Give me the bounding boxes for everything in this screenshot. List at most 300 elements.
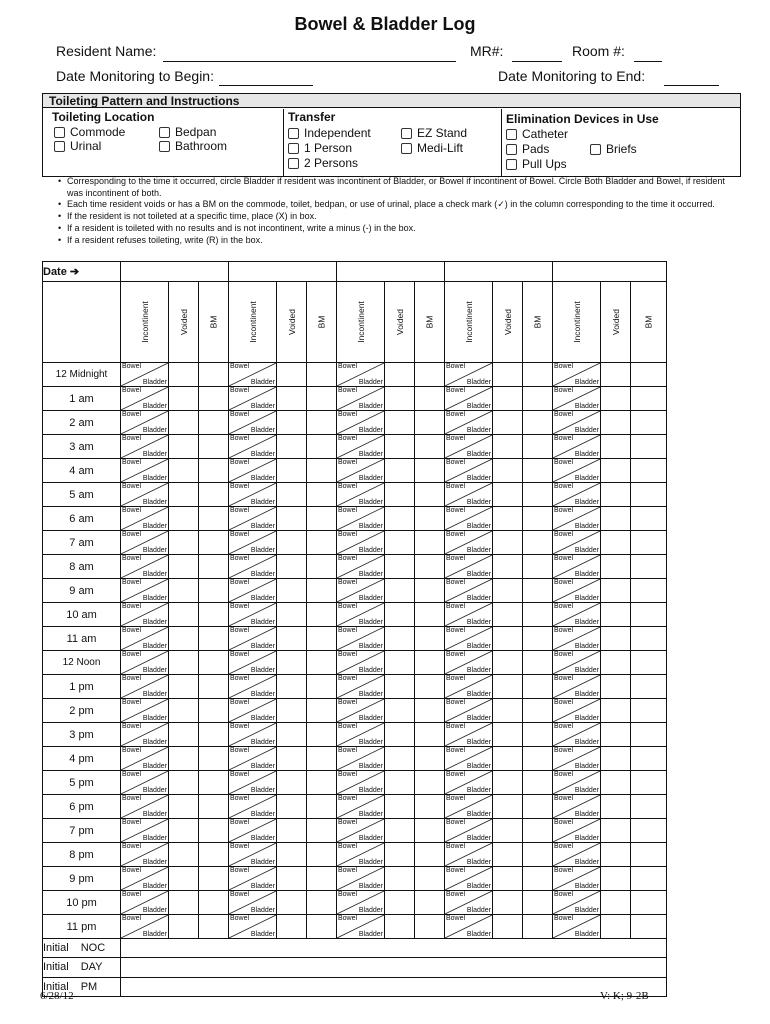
incontinent-cell[interactable] xyxy=(337,819,385,843)
bm-cell[interactable] xyxy=(631,819,667,843)
bm-cell[interactable] xyxy=(631,531,667,555)
voided-cell[interactable] xyxy=(601,771,631,795)
incontinent-cell[interactable] xyxy=(445,363,493,387)
bm-cell[interactable] xyxy=(307,915,337,939)
voided-cell[interactable] xyxy=(277,555,307,579)
bm-cell[interactable] xyxy=(199,771,229,795)
bm-cell[interactable] xyxy=(523,867,553,891)
incontinent-cell[interactable] xyxy=(121,579,169,603)
bm-cell[interactable] xyxy=(199,603,229,627)
voided-cell[interactable] xyxy=(385,651,415,675)
bm-cell[interactable] xyxy=(631,483,667,507)
bm-cell[interactable] xyxy=(307,507,337,531)
incontinent-cell[interactable] xyxy=(229,579,277,603)
incontinent-cell[interactable] xyxy=(445,675,493,699)
incontinent-cell[interactable] xyxy=(445,387,493,411)
bm-cell[interactable] xyxy=(199,723,229,747)
voided-cell[interactable] xyxy=(385,675,415,699)
bm-cell[interactable] xyxy=(307,603,337,627)
incontinent-cell[interactable] xyxy=(445,843,493,867)
bm-cell[interactable] xyxy=(199,483,229,507)
initial-field[interactable] xyxy=(121,958,667,977)
catheter-option[interactable]: Catheter xyxy=(506,127,568,141)
incontinent-cell[interactable] xyxy=(337,747,385,771)
bm-cell[interactable] xyxy=(631,459,667,483)
bm-cell[interactable] xyxy=(199,651,229,675)
voided-cell[interactable] xyxy=(385,411,415,435)
incontinent-cell[interactable] xyxy=(229,819,277,843)
date-field[interactable] xyxy=(229,262,337,282)
bm-cell[interactable] xyxy=(199,843,229,867)
incontinent-cell[interactable] xyxy=(445,891,493,915)
bm-cell[interactable] xyxy=(307,867,337,891)
voided-cell[interactable] xyxy=(493,459,523,483)
incontinent-cell[interactable] xyxy=(229,699,277,723)
bm-cell[interactable] xyxy=(523,627,553,651)
bm-cell[interactable] xyxy=(523,579,553,603)
voided-cell[interactable] xyxy=(601,699,631,723)
incontinent-cell[interactable] xyxy=(121,459,169,483)
bm-cell[interactable] xyxy=(199,675,229,699)
incontinent-cell[interactable] xyxy=(121,867,169,891)
bm-cell[interactable] xyxy=(631,915,667,939)
incontinent-cell[interactable] xyxy=(229,723,277,747)
incontinent-cell[interactable] xyxy=(121,843,169,867)
incontinent-cell[interactable] xyxy=(337,363,385,387)
incontinent-cell[interactable] xyxy=(121,819,169,843)
bm-cell[interactable] xyxy=(307,579,337,603)
voided-cell[interactable] xyxy=(493,387,523,411)
bm-cell[interactable] xyxy=(307,723,337,747)
bm-cell[interactable] xyxy=(415,411,445,435)
bm-cell[interactable] xyxy=(307,771,337,795)
bm-cell[interactable] xyxy=(523,387,553,411)
voided-cell[interactable] xyxy=(601,915,631,939)
incontinent-cell[interactable] xyxy=(121,603,169,627)
voided-cell[interactable] xyxy=(601,363,631,387)
bm-cell[interactable] xyxy=(631,387,667,411)
incontinent-cell[interactable] xyxy=(337,507,385,531)
voided-cell[interactable] xyxy=(385,555,415,579)
voided-cell[interactable] xyxy=(169,915,199,939)
voided-cell[interactable] xyxy=(601,435,631,459)
voided-cell[interactable] xyxy=(601,651,631,675)
voided-cell[interactable] xyxy=(385,723,415,747)
bm-cell[interactable] xyxy=(523,915,553,939)
incontinent-cell[interactable] xyxy=(121,891,169,915)
bm-cell[interactable] xyxy=(199,867,229,891)
bm-cell[interactable] xyxy=(415,651,445,675)
bm-cell[interactable] xyxy=(199,915,229,939)
incontinent-cell[interactable] xyxy=(121,747,169,771)
medi-lift-option[interactable]: Medi-Lift xyxy=(401,141,463,155)
bm-cell[interactable] xyxy=(631,579,667,603)
bm-cell[interactable] xyxy=(415,459,445,483)
bm-cell[interactable] xyxy=(307,435,337,459)
incontinent-cell[interactable] xyxy=(553,723,601,747)
room-field[interactable] xyxy=(634,61,662,62)
bm-cell[interactable] xyxy=(523,483,553,507)
incontinent-cell[interactable] xyxy=(553,675,601,699)
voided-cell[interactable] xyxy=(169,723,199,747)
bm-cell[interactable] xyxy=(631,603,667,627)
briefs-option[interactable]: Briefs xyxy=(590,142,637,156)
incontinent-cell[interactable] xyxy=(445,627,493,651)
bm-cell[interactable] xyxy=(199,435,229,459)
bm-cell[interactable] xyxy=(199,387,229,411)
voided-cell[interactable] xyxy=(277,579,307,603)
incontinent-cell[interactable] xyxy=(229,603,277,627)
voided-cell[interactable] xyxy=(169,819,199,843)
bm-cell[interactable] xyxy=(199,363,229,387)
ez-stand-option[interactable]: EZ Stand xyxy=(401,126,467,140)
voided-cell[interactable] xyxy=(385,507,415,531)
date-field[interactable] xyxy=(553,262,667,282)
bathroom-option[interactable]: Bathroom xyxy=(159,139,227,153)
incontinent-cell[interactable] xyxy=(229,915,277,939)
voided-cell[interactable] xyxy=(385,867,415,891)
bm-cell[interactable] xyxy=(415,627,445,651)
incontinent-cell[interactable] xyxy=(445,459,493,483)
bm-cell[interactable] xyxy=(415,747,445,771)
voided-cell[interactable] xyxy=(169,459,199,483)
voided-cell[interactable] xyxy=(169,483,199,507)
incontinent-cell[interactable] xyxy=(229,651,277,675)
incontinent-cell[interactable] xyxy=(553,483,601,507)
bm-cell[interactable] xyxy=(631,627,667,651)
bm-cell[interactable] xyxy=(523,891,553,915)
bm-cell[interactable] xyxy=(523,459,553,483)
voided-cell[interactable] xyxy=(601,531,631,555)
voided-cell[interactable] xyxy=(493,843,523,867)
voided-cell[interactable] xyxy=(277,387,307,411)
incontinent-cell[interactable] xyxy=(553,435,601,459)
bm-cell[interactable] xyxy=(523,555,553,579)
bm-cell[interactable] xyxy=(631,675,667,699)
bm-cell[interactable] xyxy=(199,891,229,915)
voided-cell[interactable] xyxy=(169,891,199,915)
pull-ups-option[interactable]: Pull Ups xyxy=(506,157,567,171)
incontinent-cell[interactable] xyxy=(445,915,493,939)
voided-cell[interactable] xyxy=(169,363,199,387)
incontinent-cell[interactable] xyxy=(337,771,385,795)
bm-cell[interactable] xyxy=(307,843,337,867)
voided-cell[interactable] xyxy=(277,363,307,387)
incontinent-cell[interactable] xyxy=(553,891,601,915)
bm-cell[interactable] xyxy=(523,747,553,771)
bm-cell[interactable] xyxy=(631,867,667,891)
bm-cell[interactable] xyxy=(307,387,337,411)
bm-cell[interactable] xyxy=(307,891,337,915)
incontinent-cell[interactable] xyxy=(445,531,493,555)
incontinent-cell[interactable] xyxy=(229,387,277,411)
bm-cell[interactable] xyxy=(415,483,445,507)
bm-cell[interactable] xyxy=(199,579,229,603)
voided-cell[interactable] xyxy=(493,579,523,603)
voided-cell[interactable] xyxy=(493,747,523,771)
voided-cell[interactable] xyxy=(277,627,307,651)
voided-cell[interactable] xyxy=(169,531,199,555)
voided-cell[interactable] xyxy=(601,387,631,411)
voided-cell[interactable] xyxy=(601,483,631,507)
voided-cell[interactable] xyxy=(385,915,415,939)
bm-cell[interactable] xyxy=(523,435,553,459)
resident-name-field[interactable] xyxy=(163,61,456,62)
incontinent-cell[interactable] xyxy=(121,507,169,531)
bm-cell[interactable] xyxy=(199,411,229,435)
incontinent-cell[interactable] xyxy=(121,675,169,699)
voided-cell[interactable] xyxy=(169,771,199,795)
voided-cell[interactable] xyxy=(169,627,199,651)
voided-cell[interactable] xyxy=(493,723,523,747)
voided-cell[interactable] xyxy=(385,531,415,555)
initial-field[interactable] xyxy=(121,939,667,958)
incontinent-cell[interactable] xyxy=(229,531,277,555)
incontinent-cell[interactable] xyxy=(337,411,385,435)
bm-cell[interactable] xyxy=(415,531,445,555)
bm-cell[interactable] xyxy=(199,747,229,771)
incontinent-cell[interactable] xyxy=(337,795,385,819)
incontinent-cell[interactable] xyxy=(337,675,385,699)
bm-cell[interactable] xyxy=(415,363,445,387)
bm-cell[interactable] xyxy=(631,699,667,723)
incontinent-cell[interactable] xyxy=(229,435,277,459)
bm-cell[interactable] xyxy=(307,531,337,555)
bm-cell[interactable] xyxy=(415,387,445,411)
bm-cell[interactable] xyxy=(523,411,553,435)
bm-cell[interactable] xyxy=(415,819,445,843)
incontinent-cell[interactable] xyxy=(337,627,385,651)
incontinent-cell[interactable] xyxy=(121,555,169,579)
incontinent-cell[interactable] xyxy=(553,603,601,627)
incontinent-cell[interactable] xyxy=(553,867,601,891)
commode-option[interactable]: Commode xyxy=(54,125,125,139)
voided-cell[interactable] xyxy=(601,819,631,843)
date-field[interactable] xyxy=(445,262,553,282)
date-begin-field[interactable] xyxy=(219,85,313,86)
incontinent-cell[interactable] xyxy=(121,483,169,507)
voided-cell[interactable] xyxy=(277,915,307,939)
voided-cell[interactable] xyxy=(277,699,307,723)
voided-cell[interactable] xyxy=(493,603,523,627)
voided-cell[interactable] xyxy=(169,843,199,867)
voided-cell[interactable] xyxy=(493,483,523,507)
incontinent-cell[interactable] xyxy=(553,771,601,795)
voided-cell[interactable] xyxy=(385,819,415,843)
incontinent-cell[interactable] xyxy=(337,723,385,747)
bm-cell[interactable] xyxy=(631,555,667,579)
bm-cell[interactable] xyxy=(523,651,553,675)
incontinent-cell[interactable] xyxy=(445,483,493,507)
voided-cell[interactable] xyxy=(493,627,523,651)
incontinent-cell[interactable] xyxy=(445,507,493,531)
voided-cell[interactable] xyxy=(601,867,631,891)
bm-cell[interactable] xyxy=(199,627,229,651)
voided-cell[interactable] xyxy=(169,675,199,699)
voided-cell[interactable] xyxy=(277,795,307,819)
bm-cell[interactable] xyxy=(631,363,667,387)
bm-cell[interactable] xyxy=(415,555,445,579)
bm-cell[interactable] xyxy=(199,819,229,843)
bm-cell[interactable] xyxy=(523,531,553,555)
voided-cell[interactable] xyxy=(385,363,415,387)
bm-cell[interactable] xyxy=(631,651,667,675)
bm-cell[interactable] xyxy=(415,843,445,867)
voided-cell[interactable] xyxy=(169,651,199,675)
bm-cell[interactable] xyxy=(415,603,445,627)
voided-cell[interactable] xyxy=(277,819,307,843)
voided-cell[interactable] xyxy=(493,363,523,387)
incontinent-cell[interactable] xyxy=(337,531,385,555)
incontinent-cell[interactable] xyxy=(337,603,385,627)
bm-cell[interactable] xyxy=(523,603,553,627)
voided-cell[interactable] xyxy=(277,867,307,891)
incontinent-cell[interactable] xyxy=(553,795,601,819)
voided-cell[interactable] xyxy=(493,819,523,843)
bm-cell[interactable] xyxy=(199,795,229,819)
voided-cell[interactable] xyxy=(277,891,307,915)
voided-cell[interactable] xyxy=(277,459,307,483)
incontinent-cell[interactable] xyxy=(121,531,169,555)
bm-cell[interactable] xyxy=(523,363,553,387)
incontinent-cell[interactable] xyxy=(337,387,385,411)
voided-cell[interactable] xyxy=(277,651,307,675)
independent-option[interactable]: Independent xyxy=(288,126,371,140)
bm-cell[interactable] xyxy=(523,771,553,795)
voided-cell[interactable] xyxy=(277,531,307,555)
voided-cell[interactable] xyxy=(169,603,199,627)
urinal-option[interactable]: Urinal xyxy=(54,139,101,153)
voided-cell[interactable] xyxy=(601,459,631,483)
bm-cell[interactable] xyxy=(523,819,553,843)
voided-cell[interactable] xyxy=(601,507,631,531)
incontinent-cell[interactable] xyxy=(229,363,277,387)
voided-cell[interactable] xyxy=(601,843,631,867)
voided-cell[interactable] xyxy=(169,867,199,891)
voided-cell[interactable] xyxy=(277,771,307,795)
voided-cell[interactable] xyxy=(277,435,307,459)
voided-cell[interactable] xyxy=(277,747,307,771)
incontinent-cell[interactable] xyxy=(553,651,601,675)
date-field[interactable] xyxy=(121,262,229,282)
incontinent-cell[interactable] xyxy=(229,555,277,579)
bm-cell[interactable] xyxy=(523,699,553,723)
incontinent-cell[interactable] xyxy=(229,507,277,531)
voided-cell[interactable] xyxy=(277,675,307,699)
voided-cell[interactable] xyxy=(277,483,307,507)
voided-cell[interactable] xyxy=(601,555,631,579)
voided-cell[interactable] xyxy=(601,795,631,819)
incontinent-cell[interactable] xyxy=(337,891,385,915)
voided-cell[interactable] xyxy=(601,891,631,915)
bm-cell[interactable] xyxy=(307,483,337,507)
incontinent-cell[interactable] xyxy=(121,627,169,651)
incontinent-cell[interactable] xyxy=(121,363,169,387)
incontinent-cell[interactable] xyxy=(553,627,601,651)
date-field[interactable] xyxy=(337,262,445,282)
voided-cell[interactable] xyxy=(493,651,523,675)
incontinent-cell[interactable] xyxy=(337,915,385,939)
bm-cell[interactable] xyxy=(415,723,445,747)
voided-cell[interactable] xyxy=(277,411,307,435)
incontinent-cell[interactable] xyxy=(229,411,277,435)
bm-cell[interactable] xyxy=(523,795,553,819)
incontinent-cell[interactable] xyxy=(229,867,277,891)
bm-cell[interactable] xyxy=(199,555,229,579)
bm-cell[interactable] xyxy=(631,795,667,819)
incontinent-cell[interactable] xyxy=(553,699,601,723)
incontinent-cell[interactable] xyxy=(121,651,169,675)
bm-cell[interactable] xyxy=(415,699,445,723)
voided-cell[interactable] xyxy=(169,507,199,531)
incontinent-cell[interactable] xyxy=(229,795,277,819)
bm-cell[interactable] xyxy=(415,579,445,603)
incontinent-cell[interactable] xyxy=(445,699,493,723)
bm-cell[interactable] xyxy=(415,915,445,939)
bm-cell[interactable] xyxy=(415,795,445,819)
voided-cell[interactable] xyxy=(385,627,415,651)
two-persons-option[interactable]: 2 Persons xyxy=(288,156,358,170)
incontinent-cell[interactable] xyxy=(445,651,493,675)
voided-cell[interactable] xyxy=(493,531,523,555)
incontinent-cell[interactable] xyxy=(553,531,601,555)
incontinent-cell[interactable] xyxy=(553,387,601,411)
incontinent-cell[interactable] xyxy=(445,555,493,579)
voided-cell[interactable] xyxy=(169,435,199,459)
voided-cell[interactable] xyxy=(277,843,307,867)
bm-cell[interactable] xyxy=(199,699,229,723)
bm-cell[interactable] xyxy=(307,819,337,843)
voided-cell[interactable] xyxy=(169,387,199,411)
incontinent-cell[interactable] xyxy=(553,555,601,579)
bm-cell[interactable] xyxy=(631,891,667,915)
incontinent-cell[interactable] xyxy=(445,579,493,603)
incontinent-cell[interactable] xyxy=(445,747,493,771)
voided-cell[interactable] xyxy=(493,675,523,699)
voided-cell[interactable] xyxy=(601,603,631,627)
incontinent-cell[interactable] xyxy=(553,915,601,939)
voided-cell[interactable] xyxy=(385,747,415,771)
voided-cell[interactable] xyxy=(601,627,631,651)
voided-cell[interactable] xyxy=(601,723,631,747)
incontinent-cell[interactable] xyxy=(121,771,169,795)
bm-cell[interactable] xyxy=(307,747,337,771)
bm-cell[interactable] xyxy=(199,531,229,555)
bm-cell[interactable] xyxy=(631,723,667,747)
incontinent-cell[interactable] xyxy=(337,651,385,675)
one-person-option[interactable]: 1 Person xyxy=(288,141,352,155)
voided-cell[interactable] xyxy=(493,507,523,531)
bm-cell[interactable] xyxy=(631,507,667,531)
bm-cell[interactable] xyxy=(415,891,445,915)
incontinent-cell[interactable] xyxy=(553,843,601,867)
voided-cell[interactable] xyxy=(385,435,415,459)
voided-cell[interactable] xyxy=(169,411,199,435)
incontinent-cell[interactable] xyxy=(445,795,493,819)
incontinent-cell[interactable] xyxy=(337,579,385,603)
date-end-field[interactable] xyxy=(664,85,719,86)
incontinent-cell[interactable] xyxy=(229,891,277,915)
incontinent-cell[interactable] xyxy=(445,819,493,843)
voided-cell[interactable] xyxy=(493,891,523,915)
bm-cell[interactable] xyxy=(631,771,667,795)
bm-cell[interactable] xyxy=(307,555,337,579)
voided-cell[interactable] xyxy=(493,771,523,795)
incontinent-cell[interactable] xyxy=(337,435,385,459)
voided-cell[interactable] xyxy=(601,675,631,699)
bm-cell[interactable] xyxy=(523,843,553,867)
incontinent-cell[interactable] xyxy=(553,747,601,771)
